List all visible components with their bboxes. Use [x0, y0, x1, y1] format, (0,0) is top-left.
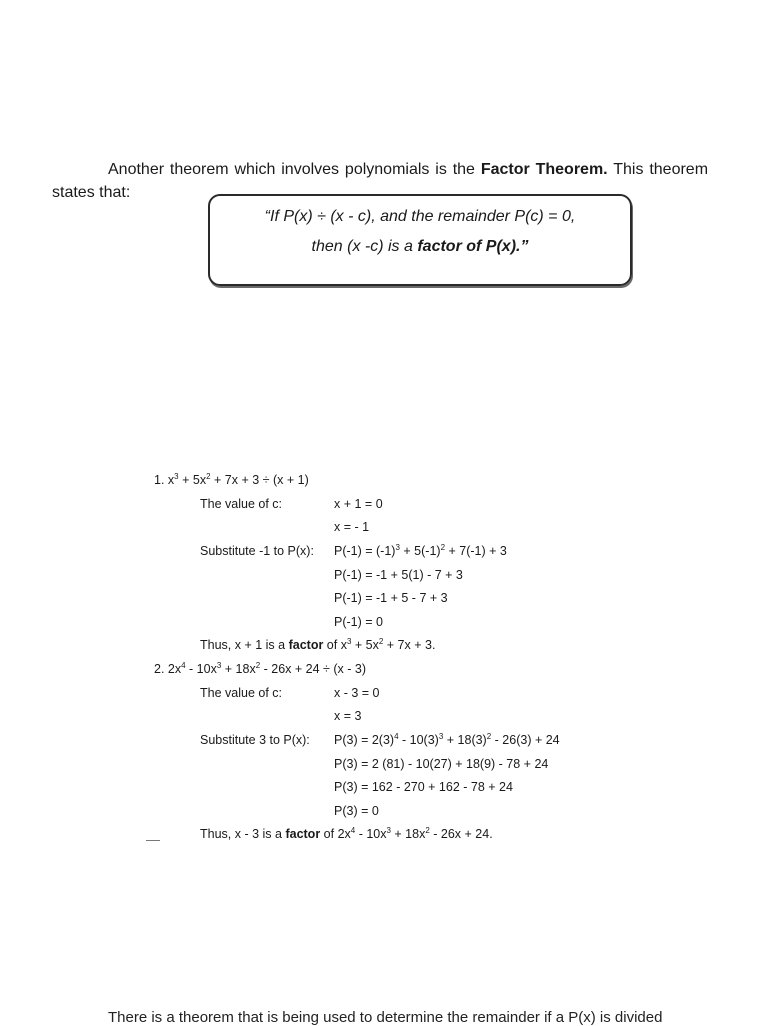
example-1-substitute-line-2: P(-1) = -1 + 5(1) - 7 + 3	[334, 568, 463, 582]
theorem-statement-line-1: “If P(x) ÷ (x - c), and the remainder P(c) = 0,	[264, 208, 576, 225]
theorem-box	[208, 194, 632, 286]
example-2-value-label: The value of c:	[200, 686, 282, 700]
example-1-result: P(-1) = 0	[334, 615, 383, 629]
stray-dash-mark	[146, 840, 160, 841]
example-1-value-line-2: x = - 1	[334, 520, 370, 534]
example-2-conclusion: Thus, x - 3 is a factor of $2x^4 - 10x^3 + 18x^2 - 26x + 24$.	[200, 826, 493, 841]
example-2-substitute-line-3: P(3) = 162 - 270 + 162 - 78 + 24	[334, 780, 513, 794]
example-1-substitute-line-3: P(-1) = -1 + 5 - 7 + 3	[334, 591, 448, 605]
example-2-number: 2.	[154, 662, 165, 676]
example-2-value-line-1: x - 3 = 0	[334, 686, 380, 700]
example-1-conclusion-text: Thus, x + 1 is a	[200, 638, 289, 652]
intro-text-end: This theorem states that:	[52, 161, 709, 201]
example-1-value-line-1: x + 1 = 0	[334, 497, 383, 511]
theorem-line-2-text: then (x -c) is a	[311, 238, 418, 255]
example-2-substitute-line-1: $P(3) = 2(3)^4 - 10(3)^3 + 18(3)^2 - 26(3) + 24$	[334, 732, 560, 747]
example-1-substitute-label: Substitute -1 to P(x):	[200, 544, 314, 558]
example-1-factor-word: factor	[288, 638, 324, 652]
example-2-conclusion-of: of	[320, 827, 338, 841]
example-2-result: P(3) = 0	[334, 804, 379, 818]
intro-text: Another theorem which involves polynomials is the	[108, 161, 481, 178]
example-2-substitute-line-2: P(3) = 2 (81) - 10(27) + 18(9) - 78 + 24	[334, 757, 549, 771]
example-1-conclusion: Thus, x + 1 is a factor of $x^3 + 5x^2 + 7x + 3$.	[200, 637, 436, 652]
remainder-theorem-intro: There is a theorem that is being used to determine the remainder if a P(x) is divided	[108, 1009, 663, 1026]
example-2-conclusion-text: Thus, x - 3 is a	[200, 827, 286, 841]
theorem-statement-line-2	[210, 238, 630, 256]
theorem-line-2-bold: factor of P(x).”	[417, 238, 529, 255]
example-2-factor-word: factor	[285, 827, 321, 841]
example-1-number: 1.	[154, 473, 165, 487]
example-1-value-label: The value of c:	[200, 497, 282, 511]
example-2-problem: 2. $2x^4 - 10x^3 + 18x^2 - 26x + 24 \div (x - 3)$	[154, 661, 367, 676]
example-1-conclusion-of: of	[323, 638, 341, 652]
factor-theorem-term: Factor Theorem.	[480, 161, 608, 178]
example-2-value-line-2: x = 3	[334, 709, 362, 723]
example-1-problem: 1. $x^3 + 5x^2 + 7x + 3 \div (x + 1)$	[154, 472, 309, 487]
example-1-substitute-line-1: $P(-1) = (-1)^3 + 5(-1)^2 + 7(-1) + 3$	[334, 543, 507, 558]
example-2-substitute-label: Substitute 3 to P(x):	[200, 733, 310, 747]
